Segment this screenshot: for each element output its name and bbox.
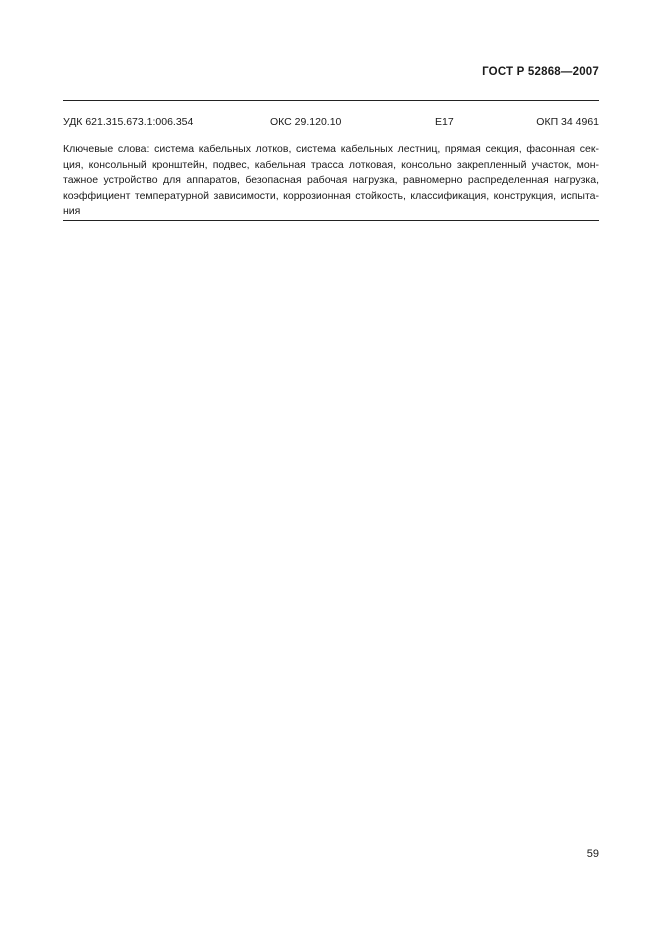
bottom-divider xyxy=(63,220,599,221)
group-code: Е17 xyxy=(435,116,454,128)
okp-code: ОКП 34 4961 xyxy=(536,116,599,128)
keywords-line: ния xyxy=(63,205,81,217)
keywords-line: коэффициент температурной зависимости, коррозионная стойкость, классификация, конструкция, испыта- xyxy=(63,189,599,202)
page-number: 59 xyxy=(586,848,599,860)
keywords-line: тажное устройство для аппаратов, безопасная рабочая нагрузка, равномерно распределенная нагрузка, xyxy=(63,174,599,186)
top-divider xyxy=(63,100,599,101)
keywords-paragraph xyxy=(63,142,599,220)
standard-number-header: ГОСТ Р 52868—2007 xyxy=(482,66,599,78)
keywords-line: Ключевые слова: система кабельных лотков, система кабельных лестниц, прямая секция, фасонная сек- xyxy=(63,143,599,155)
classification-row xyxy=(63,116,599,130)
oks-code: ОКС 29.120.10 xyxy=(270,116,342,128)
udk-code: УДК 621.315.673.1:006.354 xyxy=(63,116,194,128)
keywords-line: ция, консольный кронштейн, подвес, кабельная трасса лотковая, консольно закрепленный участок, мон- xyxy=(63,158,599,171)
